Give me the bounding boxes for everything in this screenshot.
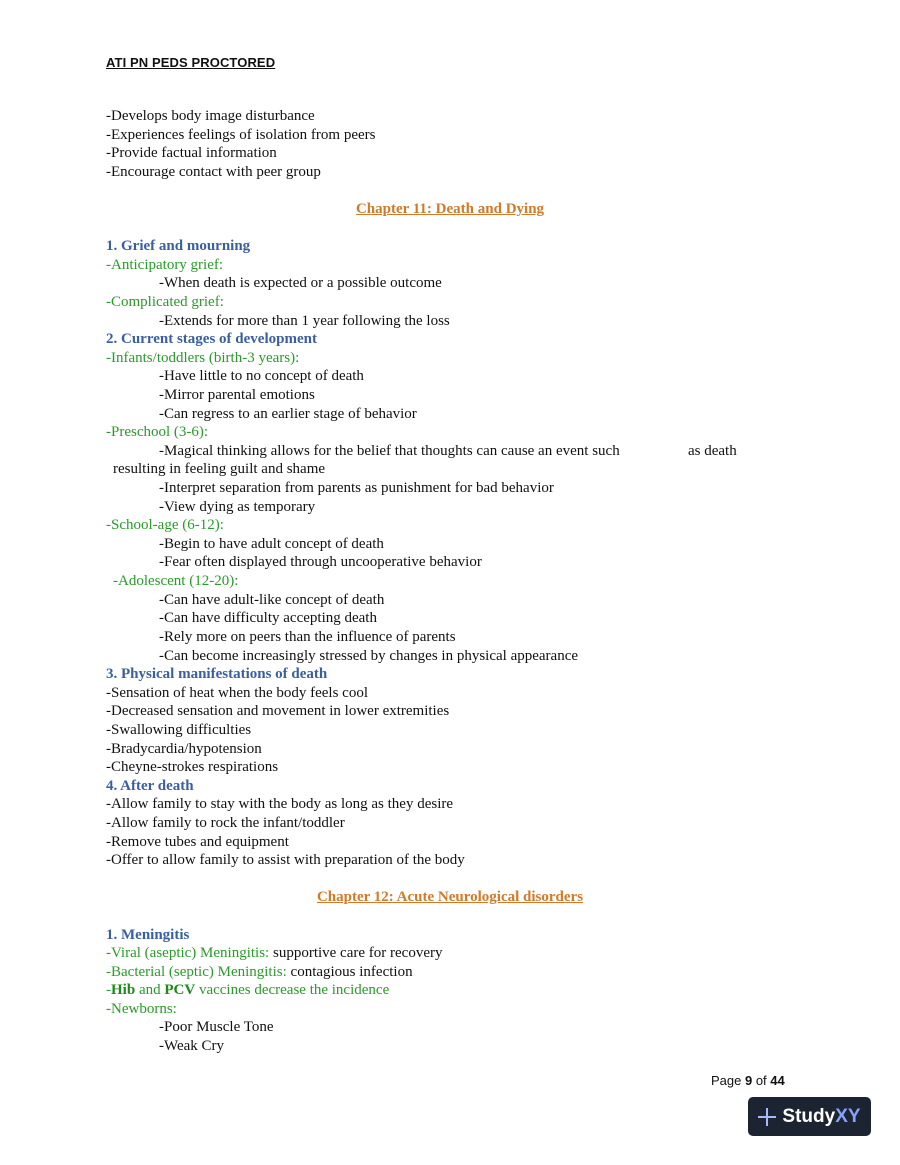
intro-line: -Experiences feelings of isolation from peers [106, 127, 376, 143]
list-item-continued: as death [688, 443, 737, 459]
list-item: -Begin to have adult concept of death [159, 536, 384, 552]
viral-label: -Viral (aseptic) Meningitis: [106, 945, 270, 961]
bacterial-meningitis-line [106, 963, 413, 981]
intro-line: -Develops body image disturbance [106, 108, 315, 124]
list-item: -When death is expected or a possible outcome [159, 275, 442, 291]
list-item: -Allow family to rock the infant/toddler [106, 815, 345, 831]
vaccine-pcv: PCV [164, 982, 196, 998]
chapter-11-title: Chapter 11: Death and Dying [355, 201, 545, 217]
section-heading: 3. Physical manifestations of death [106, 666, 328, 682]
subheading: -Adolescent (12-20): [113, 573, 239, 589]
studyxy-logo[interactable] [748, 1097, 871, 1136]
document-header: ATI PN PEDS PROCTORED [106, 55, 276, 70]
list-item: -Can become increasingly stressed by changes in physical appearance [159, 648, 579, 664]
list-item: -Can have difficulty accepting death [159, 610, 377, 626]
list-item: -Bradycardia/hypotension [106, 741, 262, 757]
page-of-label: of [752, 1073, 771, 1088]
page-total: 44 [770, 1073, 785, 1088]
vaccine-hib: Hib [111, 982, 136, 998]
vaccine-line [106, 981, 389, 999]
page-current: 9 [744, 1073, 753, 1088]
bacterial-label: -Bacterial (septic) Meningitis: [106, 964, 287, 980]
list-item: -Decreased sensation and movement in lower extremities [106, 703, 450, 719]
section-heading: 2. Current stages of development [106, 331, 317, 347]
logo-text: StudyXY [782, 1105, 861, 1127]
list-item: -Remove tubes and equipment [106, 834, 289, 850]
list-item: -Interpret separation from parents as punishment for bad behavior [159, 480, 554, 496]
section-heading: 1. Meningitis [106, 927, 190, 943]
list-item: -Rely more on peers than the influence of parents [159, 629, 456, 645]
plus-icon [758, 1108, 776, 1126]
list-item: -Mirror parental emotions [159, 387, 315, 403]
viral-text: supportive care for recovery [269, 945, 443, 961]
vaccine-dash: - [106, 982, 111, 998]
page-label: Page [711, 1073, 745, 1088]
vaccine-and: and [135, 982, 165, 998]
chapter-12-title: Chapter 12: Acute Neurological disorders [316, 889, 584, 905]
page-number [711, 1073, 785, 1088]
list-item: -Magical thinking allows for the belief that thoughts can cause an event such [159, 443, 620, 459]
list-item: -View dying as temporary [159, 499, 316, 515]
section-heading: 4. After death [106, 778, 194, 794]
list-item: -Cheyne-strokes respirations [106, 759, 279, 775]
list-item: -Can regress to an earlier stage of behavior [159, 406, 417, 422]
list-item: -Offer to allow family to assist with preparation of the body [106, 852, 465, 868]
list-item-continued: resulting in feeling guilt and shame [113, 461, 326, 477]
vaccine-rest: vaccines decrease the incidence [195, 982, 390, 998]
intro-line: -Provide factual information [106, 145, 277, 161]
subheading: -Complicated grief: [106, 294, 224, 310]
subheading: -School-age (6-12): [106, 517, 224, 533]
list-item: -Fear often displayed through uncooperative behavior [159, 554, 482, 570]
subheading: -Preschool (3-6): [106, 424, 209, 440]
list-item: -Have little to no concept of death [159, 368, 364, 384]
list-item: -Weak Cry [159, 1038, 225, 1054]
list-item: -Can have adult-like concept of death [159, 592, 385, 608]
list-item: -Swallowing difficulties [106, 722, 252, 738]
subheading: -Newborns: [106, 1001, 177, 1017]
viral-meningitis-line [106, 944, 442, 962]
list-item: -Extends for more than 1 year following the loss [159, 313, 450, 329]
section-heading: 1. Grief and mourning [106, 238, 251, 254]
subheading: -Infants/toddlers (birth-3 years): [106, 350, 300, 366]
subheading: -Anticipatory grief: [106, 257, 224, 273]
list-item: -Allow family to stay with the body as long as they desire [106, 796, 454, 812]
list-item: -Sensation of heat when the body feels cool [106, 685, 369, 701]
list-item: -Poor Muscle Tone [159, 1019, 274, 1035]
intro-line: -Encourage contact with peer group [106, 164, 321, 180]
bacterial-text: contagious infection [286, 964, 413, 980]
